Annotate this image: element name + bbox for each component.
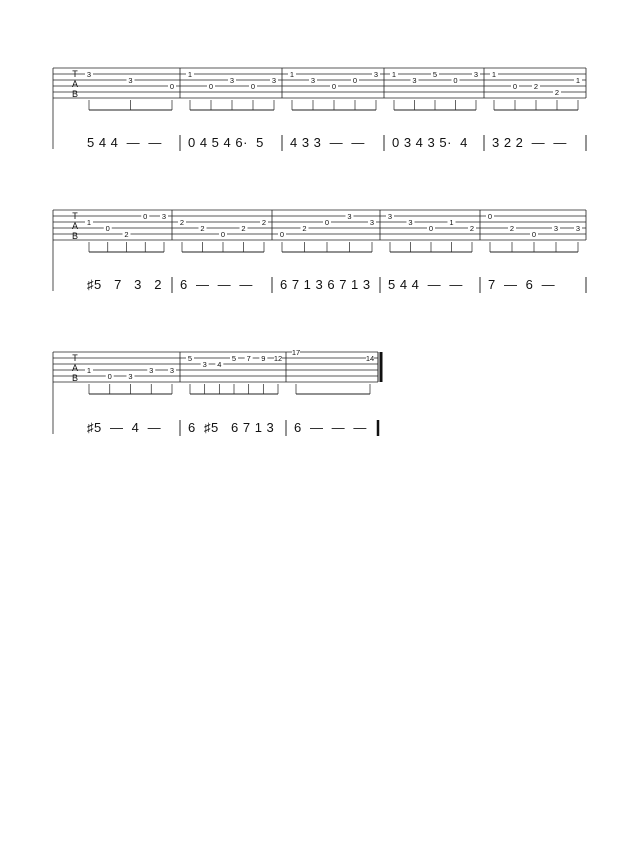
fret-number: 0: [220, 230, 226, 239]
jianpu-measure: 6 ♯5 6 7 1 3: [188, 420, 275, 435]
fret-number: 2: [261, 218, 267, 227]
jianpu-measure: 0 4 5 4 6· 5: [188, 135, 264, 150]
fret-number: 2: [302, 224, 307, 233]
fret-number: 0: [250, 82, 256, 91]
jianpu-measure: 6 — — —: [294, 420, 367, 435]
fret-number: 0: [331, 82, 337, 91]
tab-clef-letter: B: [71, 231, 79, 241]
jianpu-measure: 3 2 2 — —: [492, 135, 567, 150]
fret-number: 0: [208, 82, 214, 91]
fret-number: 3: [347, 212, 352, 221]
fret-number: 4: [217, 360, 222, 369]
fret-number: 12: [273, 354, 283, 363]
fret-number: 2: [241, 224, 246, 233]
fret-number: 3: [229, 76, 235, 85]
fret-number: 1: [491, 70, 497, 79]
fret-number: 3: [169, 366, 175, 375]
fret-number: 3: [202, 360, 207, 369]
fret-number: 2: [179, 218, 185, 227]
fret-number: 3: [271, 76, 277, 85]
tab-clef-letter: A: [71, 221, 79, 231]
fret-number: 3: [149, 366, 154, 375]
tab-clef-letter: A: [71, 363, 79, 373]
fret-number: 2: [554, 88, 560, 97]
fret-number: 0: [487, 212, 493, 221]
fret-number: 0: [428, 224, 434, 233]
jianpu-measure: 5 4 4 — —: [87, 135, 162, 150]
tab-clef-letter: T: [72, 211, 78, 221]
fret-number: 3: [86, 70, 92, 79]
fret-number: 3: [161, 212, 167, 221]
fret-number: 0: [279, 230, 285, 239]
fret-number: 3: [387, 212, 393, 221]
fret-number: 0: [143, 212, 148, 221]
fret-number: 3: [373, 70, 379, 79]
tab-clef-letter: B: [71, 373, 79, 383]
fret-number: 5: [231, 354, 237, 363]
fret-number: 0: [324, 218, 330, 227]
fret-number: 3: [553, 224, 559, 233]
jianpu-measure: 4 3 3 — —: [290, 135, 365, 150]
tab-clef-letter: T: [72, 69, 78, 79]
fret-number: 2: [509, 224, 515, 233]
fret-number: 0: [107, 372, 112, 381]
fret-number: 1: [449, 218, 454, 227]
jianpu-measure: 6 — — —: [180, 277, 253, 292]
fret-number: 1: [391, 70, 397, 79]
fret-number: 1: [86, 218, 92, 227]
fret-number: 7: [246, 354, 251, 363]
fret-number: 9: [261, 354, 266, 363]
fret-number: 0: [352, 76, 358, 85]
fret-number: 0: [453, 76, 458, 85]
fret-number: 17: [291, 348, 301, 357]
tab-clef-letter: T: [72, 353, 78, 363]
fret-number: 1: [575, 76, 581, 85]
fret-number: 0: [105, 224, 110, 233]
fret-number: 3: [408, 218, 413, 227]
fret-number: 2: [533, 82, 539, 91]
fret-number: 0: [531, 230, 537, 239]
fret-number: 3: [575, 224, 581, 233]
fret-number: 3: [128, 372, 133, 381]
jianpu-measure: ♯5 7 3 2: [87, 277, 162, 292]
fret-number: 2: [200, 224, 205, 233]
jianpu-measure: 5 4 4 — —: [388, 277, 463, 292]
fret-number: 3: [369, 218, 375, 227]
fret-number: 5: [187, 354, 193, 363]
fret-number: 3: [473, 70, 479, 79]
fret-number: 0: [169, 82, 175, 91]
tab-clef-letter: B: [71, 89, 79, 99]
fret-number: 2: [124, 230, 129, 239]
fret-number: 1: [86, 366, 92, 375]
jianpu-measure: 6 7 1 3 6 7 1 3: [280, 277, 371, 292]
fret-number: 2: [469, 224, 475, 233]
jianpu-measure: ♯5 — 4 —: [87, 420, 162, 435]
fret-number: 14: [365, 354, 375, 363]
fret-number: 5: [432, 70, 438, 79]
jianpu-measure: 0 3 4 3 5· 4: [392, 135, 468, 150]
fret-number: 3: [412, 76, 417, 85]
fret-number: 3: [310, 76, 316, 85]
fret-number: 1: [187, 70, 193, 79]
tab-clef-letter: A: [71, 79, 79, 89]
fret-number: 3: [128, 76, 133, 85]
jianpu-measure: 7 — 6 —: [488, 277, 556, 292]
fret-number: 1: [289, 70, 295, 79]
fret-number: 0: [512, 82, 518, 91]
